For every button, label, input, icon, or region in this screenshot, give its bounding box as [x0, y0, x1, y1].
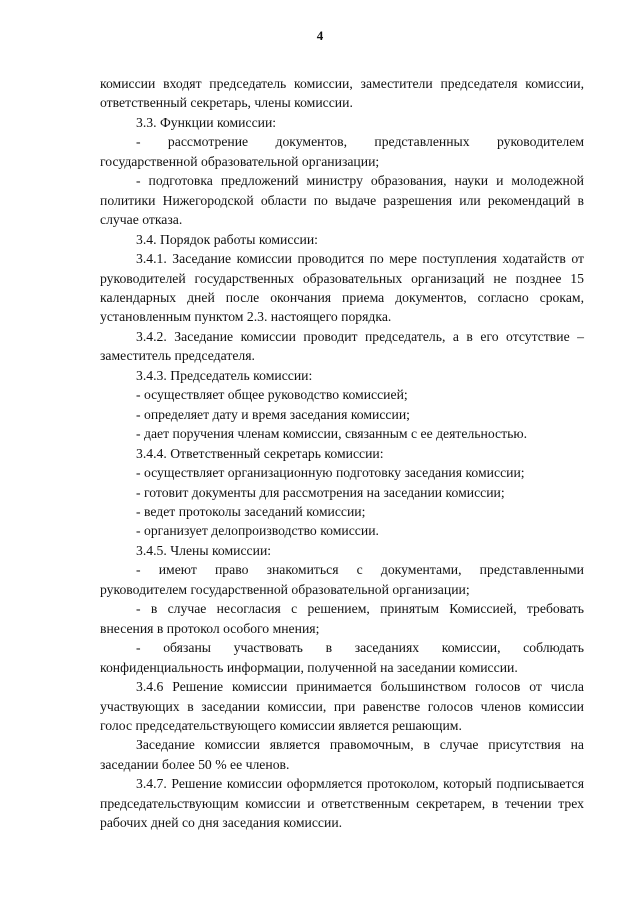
paragraph: 3.4.3. Председатель комиссии: — [136, 367, 313, 383]
paragraph: 3.4.4. Ответственный секретарь комиссии: — [136, 445, 384, 461]
list-item: - дает поручения членам комиссии, связанным с ее деятельностью. — [136, 426, 527, 442]
list-item: - определяет дату и время заседания комиссии; — [136, 406, 410, 422]
paragraph: 3.4.6 Решение комиссии принимается большинством голосов от числа участвующих в заседании комиссии, при равенстве голосов членов комиссии голос председательствующего комиссии является решающим. — [100, 679, 584, 733]
paragraph: - рассмотрение документов, представленных руководителем государственной образовательной организации; — [100, 134, 584, 169]
paragraph: 3.4.5. Члены комиссии: — [136, 542, 272, 558]
paragraph: 3.4. Порядок работы комиссии: — [136, 231, 318, 247]
list-item: - готовит документы для рассмотрения на заседании комиссии; — [136, 484, 505, 500]
list-item: - ведет протоколы заседаний комиссии; — [136, 503, 366, 519]
list-item: - организует делопроизводство комиссии. — [136, 523, 379, 539]
list-item: - осуществляет общее руководство комиссией; — [136, 387, 408, 403]
list-item: - имеют право знакомиться с документами, представленными руководителем государственной образовательной организации; — [100, 562, 584, 597]
list-item: - в случае несогласия с решением, принятым Комиссией, требовать внесения в протокол особого мнения; — [100, 601, 584, 636]
list-item: - обязаны участвовать в заседаниях комиссии, соблюдать конфиденциальность информации, полученной на заседании комиссии. — [100, 640, 584, 675]
document-body — [100, 74, 584, 833]
paragraph: - подготовка предложений министру образования, науки и молодежной политики Нижегородской области по выдаче разрешения или рекомендаций в случае отказа. — [100, 173, 584, 228]
paragraph: 3.4.7. Решение комиссии оформляется протоколом, который подписывается председательствующим комиссии и ответственным секретарем, в течении трех рабочих дней со дня заседания комиссии. — [100, 776, 584, 831]
paragraph: комиссии входят председатель комиссии, заместители председателя комиссии, ответственный секретарь, члены комиссии. — [100, 76, 584, 111]
list-item: - осуществляет организационную подготовку заседания комиссии; — [136, 465, 525, 481]
paragraph: 3.4.1. Заседание комиссии проводится по мере поступления ходатайств от руководителей государственных образовательных организаций не позднее 15 календарных дней после окончания приема документов, согласно срокам, установленным пунктом 2.3. настоящего порядка. — [100, 251, 584, 325]
paragraph: Заседание комиссии является правомочным, в случае присутствия на заседании более 50 % ее членов. — [100, 737, 584, 772]
paragraph: 3.3. Функции комиссии: — [136, 114, 277, 130]
paragraph: 3.4.2. Заседание комиссии проводит председатель, а в его отсутствие – заместитель председателя. — [100, 328, 584, 364]
page-number: 4 — [316, 28, 324, 43]
